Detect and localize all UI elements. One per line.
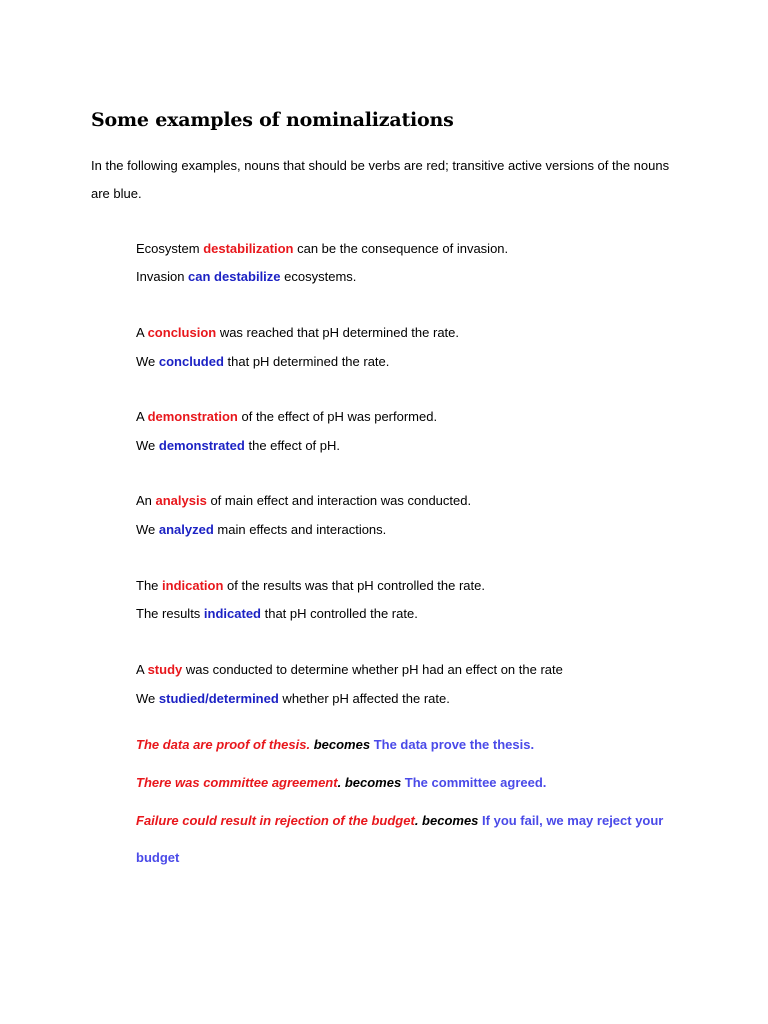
noun-highlight: analysis xyxy=(155,493,207,508)
verb-highlight: can destabilize xyxy=(188,269,281,284)
nominal-phrase: Failure could result in rejection of the budget xyxy=(136,813,415,828)
verbal-phrase: The data prove the thesis. xyxy=(373,737,535,752)
transformation-continuation xyxy=(136,849,179,867)
text: whether pH affected the rate. xyxy=(278,691,450,706)
verbal-phrase: If you fail, we may reject your xyxy=(482,813,664,828)
text: A xyxy=(136,662,148,677)
example-noun-line xyxy=(136,408,437,426)
example-noun-line xyxy=(136,577,485,595)
text: can be the consequence of invasion. xyxy=(293,241,509,256)
text: was reached that pH determined the rate. xyxy=(216,325,460,340)
verb-highlight: concluded xyxy=(158,354,224,369)
text: of the effect of pH was performed. xyxy=(237,409,438,424)
verbal-phrase-continued: budget xyxy=(136,850,180,865)
text: An xyxy=(136,493,156,508)
noun-highlight: indication xyxy=(162,578,224,593)
transformation-line xyxy=(136,736,534,754)
text: that pH determined the rate. xyxy=(223,354,390,369)
text: the effect of pH. xyxy=(244,438,341,453)
intro-paragraph: In the following examples, nouns that should be verbs are red; transitive active versions of the nouns are blue. xyxy=(91,158,670,201)
page-title: Some examples of nominalizations xyxy=(91,109,454,131)
example-noun-line xyxy=(136,661,563,679)
text: We xyxy=(136,354,159,369)
noun-highlight: conclusion xyxy=(147,325,217,340)
transformation-line xyxy=(136,812,663,830)
verb-highlight: studied/determined xyxy=(158,691,279,706)
text: A xyxy=(136,325,148,340)
example-noun-line xyxy=(136,492,471,510)
nominal-period: . xyxy=(337,775,342,790)
text: We xyxy=(136,522,159,537)
becomes-connector: becomes xyxy=(310,737,374,752)
text: of the results was that pH controlled the rate. xyxy=(223,578,485,593)
text: A xyxy=(136,409,148,424)
transformation-line xyxy=(136,774,546,792)
text: Ecosystem xyxy=(136,241,204,256)
text: The xyxy=(136,578,163,593)
text: was conducted to determine whether pH had an effect on the rate xyxy=(182,662,563,677)
becomes-connector: becomes xyxy=(418,813,483,828)
nominal-phrase: There was committee agreement xyxy=(136,775,338,790)
example-verb-line xyxy=(136,690,450,708)
verb-highlight: indicated xyxy=(203,606,261,621)
becomes-connector: becomes xyxy=(341,775,405,790)
example-verb-line xyxy=(136,521,386,539)
example-verb-line xyxy=(136,268,356,286)
text: of main effect and interaction was conducted. xyxy=(206,493,472,508)
verb-highlight: analyzed xyxy=(158,522,214,537)
example-noun-line xyxy=(136,324,459,342)
text: We xyxy=(136,691,159,706)
noun-highlight: study xyxy=(147,662,183,677)
text: Invasion xyxy=(136,269,189,284)
example-verb-line xyxy=(136,353,389,371)
verbal-phrase: The committee agreed. xyxy=(404,775,547,790)
nominal-phrase: The data are proof of thesis. xyxy=(136,737,311,752)
text: that pH controlled the rate. xyxy=(261,606,418,621)
text: The results xyxy=(136,606,204,621)
example-verb-line xyxy=(136,605,418,623)
text: We xyxy=(136,438,159,453)
nominal-period: . xyxy=(414,813,419,828)
example-noun-line xyxy=(136,240,508,258)
text: ecosystems. xyxy=(280,269,357,284)
text: main effects and interactions. xyxy=(213,522,387,537)
noun-highlight: demonstration xyxy=(147,409,238,424)
example-verb-line xyxy=(136,437,340,455)
verb-highlight: demonstrated xyxy=(158,438,245,453)
noun-highlight: destabilization xyxy=(203,241,294,256)
